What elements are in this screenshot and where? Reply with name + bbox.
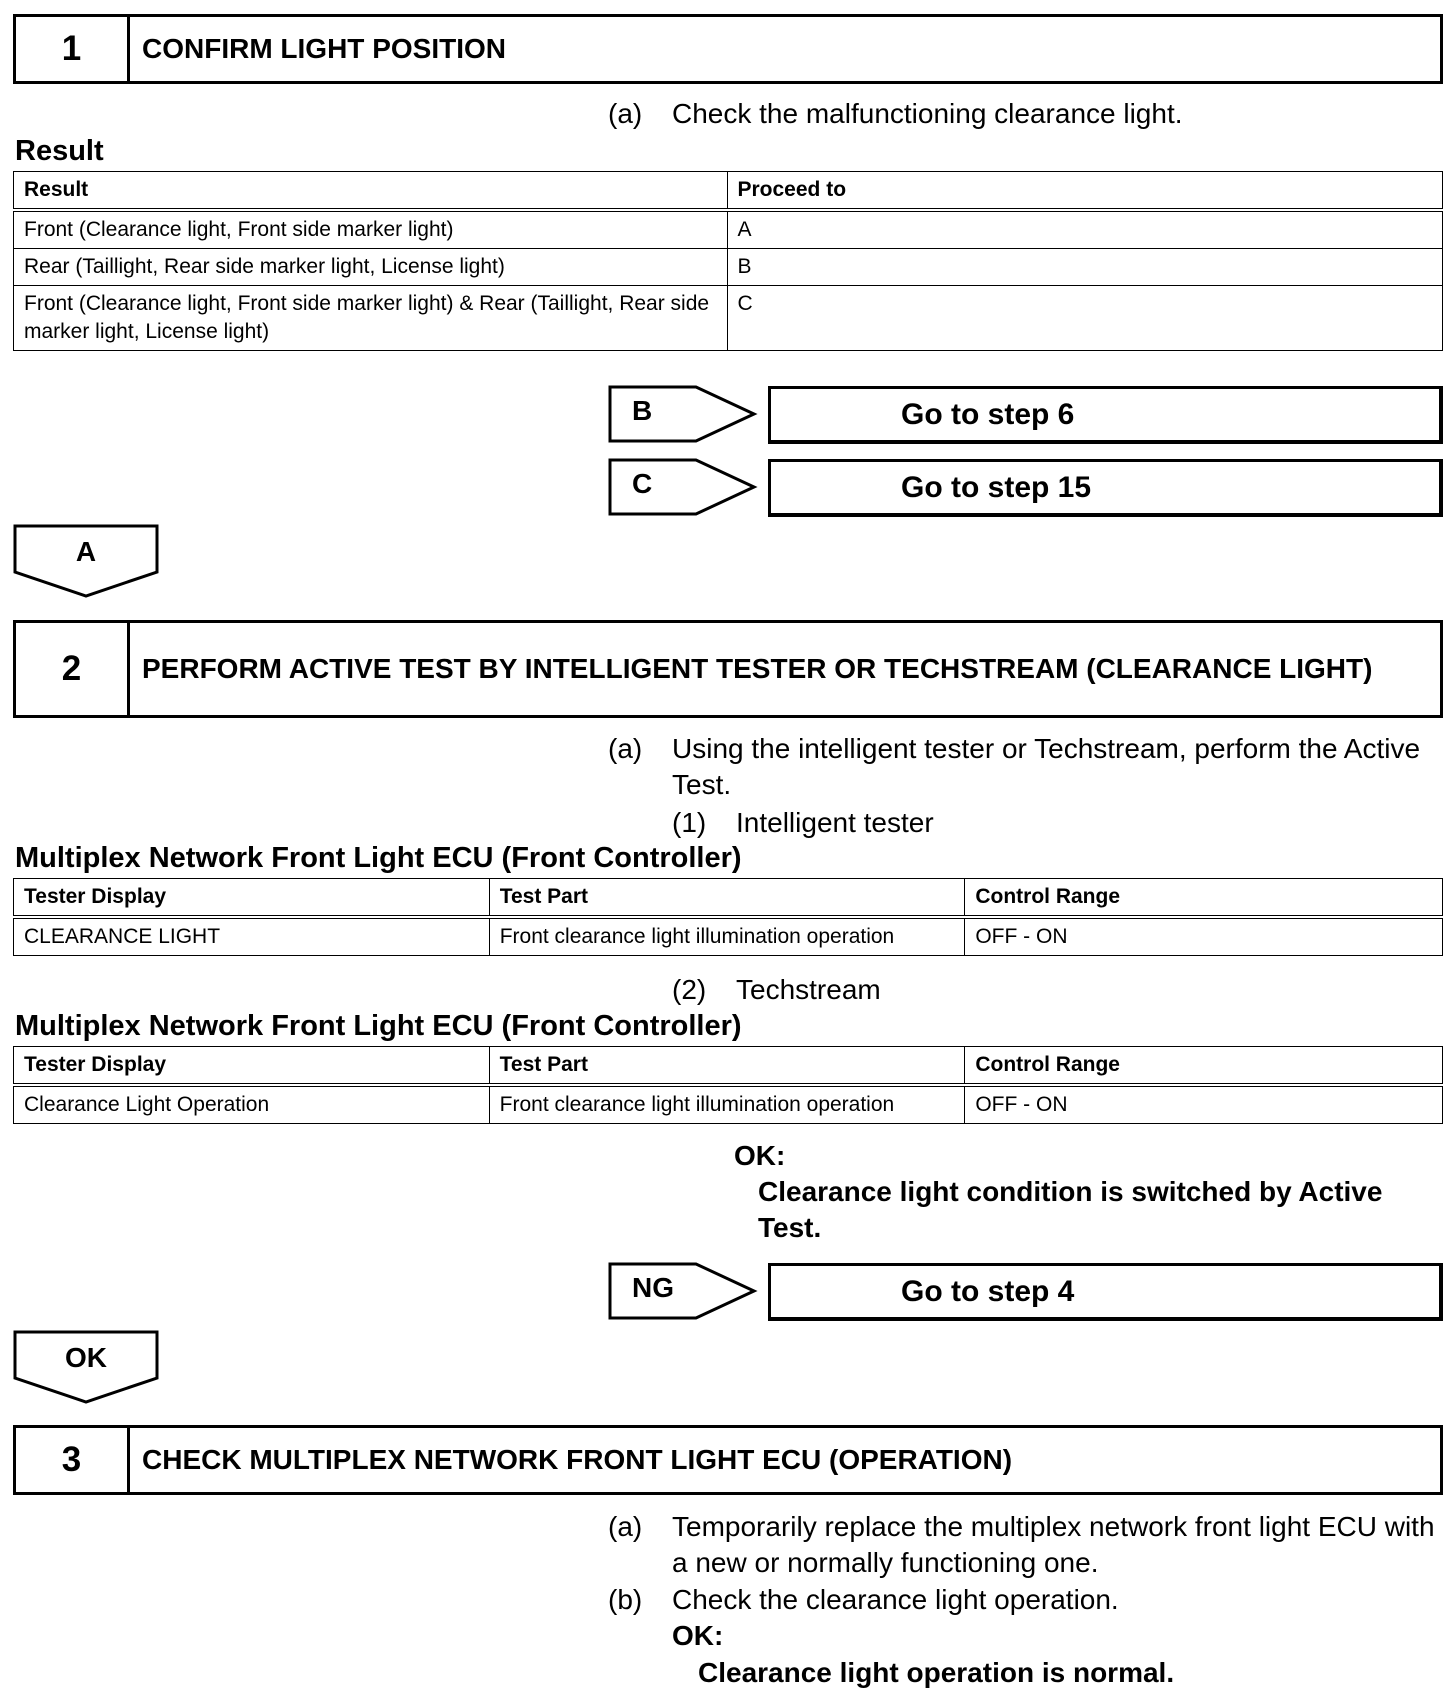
table-cell: OFF - ON (965, 917, 1443, 956)
instruction-text: Check the clearance light operation. (672, 1584, 1119, 1615)
sub-instruction (672, 972, 1432, 1008)
instruction-label: (a) (608, 733, 643, 764)
techstream-table (13, 1046, 1443, 1124)
table-header-row (14, 879, 1443, 918)
result-table (13, 171, 1443, 351)
table-cell: Rear (Taillight, Rear side marker light, License light) (14, 249, 728, 286)
instruction-text: Temporarily replace the multiplex network front light ECU with a new or normally functioning one. (672, 1511, 1435, 1578)
continue-tag-label: OK (65, 1342, 107, 1373)
step-2-header (13, 620, 1443, 718)
sub-instruction-text: Techstream (736, 974, 881, 1005)
step-title: CONFIRM LIGHT POSITION (142, 33, 506, 64)
branch-tag-label: NG (632, 1272, 674, 1303)
table-row (14, 1085, 1443, 1124)
column-header: Tester Display (14, 879, 490, 918)
instruction-label: (b) (608, 1584, 643, 1615)
sub-instruction-label: (2) (672, 974, 707, 1005)
step-3-header (13, 1425, 1443, 1495)
instruction (608, 1509, 1443, 1581)
branch-ng-tag (608, 1262, 758, 1320)
go-to-text: Go to step 4 (901, 1275, 1075, 1308)
step-number: 3 (16, 1428, 130, 1492)
column-header: Proceed to (727, 172, 1443, 211)
table-row (14, 249, 1443, 286)
table-header-row (14, 172, 1443, 211)
table-cell: A (727, 210, 1443, 249)
arrow-tag-icon (608, 458, 758, 516)
table-cell: Clearance Light Operation (14, 1085, 490, 1124)
step-title: CHECK MULTIPLEX NETWORK FRONT LIGHT ECU (OPERATION) (142, 1444, 1013, 1475)
table-cell: C (727, 286, 1443, 351)
table-cell: Front (Clearance light, Front side marker light) (14, 210, 728, 249)
column-header: Test Part (489, 1047, 965, 1086)
sub-instruction-text: Intelligent tester (736, 807, 934, 838)
table-row (14, 917, 1443, 956)
arrow-tag-icon (608, 1262, 758, 1320)
step-number: 2 (16, 623, 130, 715)
branch-tag-label: C (632, 468, 653, 499)
ok-label: OK: (734, 1140, 786, 1171)
column-header: Control Range (965, 879, 1443, 918)
branch-tag-label: B (632, 395, 653, 426)
branch-b-tag (608, 385, 758, 443)
step-number: 1 (16, 17, 130, 81)
ok-condition: Clearance light condition is switched by Active Test. (758, 1176, 1383, 1243)
branch-c-tag (608, 458, 758, 516)
table-cell: Front (Clearance light, Front side marker light) & Rear (Taillight, Rear side marker light, License light) (14, 286, 728, 351)
table-cell: Front clearance light illumination operation (489, 1085, 965, 1124)
column-header: Control Range (965, 1047, 1443, 1086)
step-1-header (13, 14, 1443, 84)
sub-instruction (672, 805, 1432, 841)
table-row (14, 210, 1443, 249)
table-cell: OFF - ON (965, 1085, 1443, 1124)
column-header: Test Part (489, 879, 965, 918)
step-title: PERFORM ACTIVE TEST BY INTELLIGENT TESTER OR TECHSTREAM (CLEARANCE LIGHT) (142, 653, 1373, 684)
instruction-text: Check the malfunctioning clearance light. (672, 98, 1183, 129)
table-header-row (14, 1047, 1443, 1086)
go-to-text: Go to step 6 (901, 398, 1075, 431)
instruction-label: (a) (608, 1511, 643, 1542)
column-header: Result (14, 172, 728, 211)
table-cell: B (727, 249, 1443, 286)
continue-a-tag (13, 524, 159, 598)
table-row (14, 286, 1443, 351)
instruction (608, 1582, 1443, 1618)
go-to-step-6-box (768, 386, 1443, 444)
go-to-step-15-box (768, 459, 1443, 517)
intelligent-tester-table (13, 878, 1443, 956)
table-cell: Front clearance light illumination operation (489, 917, 965, 956)
continue-tag-label: A (75, 536, 97, 567)
instruction-label: (a) (608, 98, 643, 129)
arrow-tag-icon (608, 385, 758, 443)
table-title: Multiplex Network Front Light ECU (Front Controller) (15, 842, 742, 874)
go-to-step-4-box (768, 1263, 1443, 1321)
ok-condition: Clearance light operation is normal. (698, 1657, 1175, 1688)
instruction-text: Using the intelligent tester or Techstream, perform the Active Test. (672, 733, 1421, 800)
ok-label: OK: (672, 1620, 724, 1651)
column-header: Tester Display (14, 1047, 490, 1086)
table-title: Result (15, 135, 104, 167)
sub-instruction-label: (1) (672, 807, 707, 838)
go-to-text: Go to step 15 (901, 471, 1092, 504)
continue-ok-tag (13, 1330, 159, 1404)
instruction (608, 731, 1443, 803)
table-cell: CLEARANCE LIGHT (14, 917, 490, 956)
instruction (608, 96, 1443, 132)
table-title: Multiplex Network Front Light ECU (Front Controller) (15, 1010, 742, 1042)
